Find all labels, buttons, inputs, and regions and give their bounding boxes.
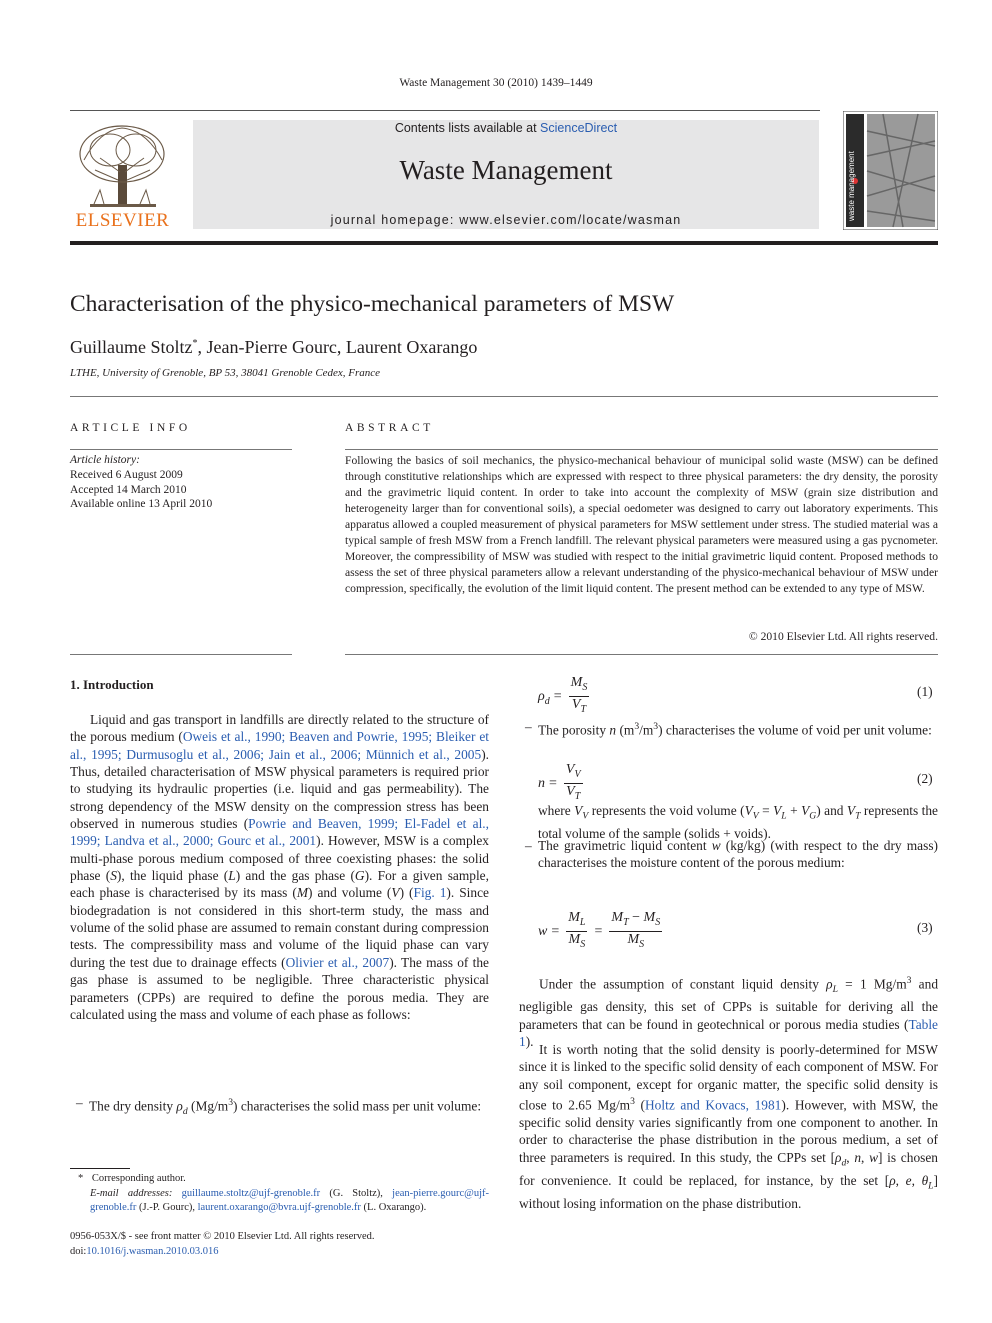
doi-line xyxy=(70,1245,489,1260)
article-info-rule xyxy=(70,449,292,450)
history-label: Article history: xyxy=(70,454,140,466)
abstract-text: Following the basics of soil mechanics, the physico-mechanical behaviour of municipal solid waste (MSW) can be defined through constitutive relationships which are expressed with respect to three physical parameters: the dry density, the porosity and the gravimetric liquid content. In order to take into account the complexity of MSW (grain size distribution and heterogeneity larger than for conventional soils), a special oedometer was designed to carry out laboratory experiments. This apparatus allowed a coupled measurement of physical parameters for MSW settlement under stress. The studied material was a typical sample of fresh MSW from a French landfill. The relevant physical parameters were measured using a gas pycnometer. Moreover, the compressibility of MSW was studied with respect to the initial gravimetric liquid content. Proposed methods to assess the set of three physical parameters allow a relevant understanding of the physico-mechanical behaviour of MSW under compression, specifically, the evolution of the limit liquid content. The present method can be extended to any type of MSW. xyxy=(345,454,938,595)
citation-link[interactable]: Olivier et al., 2007 xyxy=(285,954,390,970)
eq1-lhs: $\rho_d$ xyxy=(538,688,550,707)
eq2-lhs: n xyxy=(538,775,545,791)
affiliation: LTHE, University of Grenoble, BP 53, 38041 Grenoble Cedex, France xyxy=(70,367,381,379)
email-stoltz-name: (G. Stoltz), xyxy=(320,1187,393,1199)
email-oxarango-name: (L. Oxarango). xyxy=(360,1202,427,1213)
corresponding-author-note xyxy=(70,1172,489,1187)
equation-3 xyxy=(538,910,665,953)
article-history xyxy=(70,453,292,512)
equation-2 xyxy=(538,762,586,805)
citation-link[interactable]: Holtz and Kovacs, 1981 xyxy=(645,1097,782,1113)
eq1-equals: = xyxy=(553,688,562,704)
article-title: Characterisation of the physico-mechanical parameters of MSW xyxy=(70,291,675,317)
bullet-porosity xyxy=(519,718,938,739)
citation-link[interactable]: Table 1 xyxy=(519,1016,938,1050)
equation-1-number: (1) xyxy=(917,684,933,699)
abstract-bottom-rule xyxy=(345,654,938,655)
eq3-fraction-1: $\frac{M_L}{M_S}$ xyxy=(568,910,586,950)
article-info-bottom-rule xyxy=(70,654,292,655)
equation-2-number: (2) xyxy=(917,771,933,786)
equation-3-number: (3) xyxy=(917,920,933,935)
author-list xyxy=(70,337,477,358)
bullet-dry-density-text: The dry density $\rho_d$ $(Mg/m^3)$ characterises the solid mass per unit volume: xyxy=(89,1097,482,1118)
contents-prefix: Contents lists available at xyxy=(394,121,541,135)
intro-paragraph-1: Liquid and gas transport in landfills are directly related to the structure of the porous medium (Oweis et al., 1990; Beaven and Powrie, 1995; Bleiker et al., 1995; Durmusoglu et al., 2006; Jain et al., 2006; Münnich et al., 2005). Thus, detailed characterisation of MSW physical parameters is required prior to studying its hydraulic properties (i.e. liquid and gas permeability). The strong dependency of the MSW density on the compression stress has been observed in numerous studies (Powrie and Beaven, 1999; El-Fadel et al., 1999; Landva et al., 2000; Gourc et al., 2001). However, MSW is a complex multi-phase porous medium composed of three coexisting phases: the solid phase (S), the liquid phase (L) and the gas phase (G). For a given sample, each phase is characterised by its mass (M) and volume (V) (Fig. 1). Since biodegradation is not considered in this short-term study, the mass and volume of the solid phase are assumed to remain constant during compression tests. The compressibility mass and volume of the liquid phase can vary during the test due to drainage effects (Olivier et al., 2007). The mass of the gas phase is assumed to be negligible. Three characteristic physical parameters (CPPs) are required to define the porous media. They are calculated using the mass and volume of each phase as follows: xyxy=(70,712,489,1022)
issn-line: 0956-053X/$ - see front matter © 2010 Elsevier Ltd. All rights reserved. xyxy=(70,1231,375,1242)
equation-1 xyxy=(538,675,592,718)
article-info-heading: ARTICLE INFO xyxy=(70,422,191,434)
header-thick-rule xyxy=(70,241,938,245)
eq3-fraction-2: $\frac{M_T - M_S}{M_S}$ xyxy=(611,910,661,950)
bullet-dry-density xyxy=(70,1094,489,1120)
corresponding-label: Corresponding author. xyxy=(91,1173,186,1184)
running-head: Waste Management 30 (2010) 1439–1449 xyxy=(399,77,593,89)
section-heading-introduction: 1. Introduction xyxy=(70,677,154,692)
eq2-equals: = xyxy=(549,775,557,791)
author-rest[interactable]: , Jean-Pierre Gourc, Laurent Oxarango xyxy=(197,337,478,357)
bullet-liquid-content-text: The gravimetric liquid content w (kg/kg) (with respect to the dry mass) characterises the moisture content of the porous medium: xyxy=(538,838,938,871)
author-first[interactable]: Guillaume Stoltz xyxy=(70,337,193,357)
journal-title[interactable]: Waste Management xyxy=(399,155,613,185)
journal-cover[interactable] xyxy=(843,111,938,230)
eq2-fraction: $\frac{V_V}{V_T}$ xyxy=(565,762,581,802)
intro-paragraph-3: It is worth noting that the solid density is poorly-determined for MSW since it is linked to the specific solid density of each component of MSW. For any soil component, except for organic matter, the specific solid density is close to 2.65 $Mg/m^3$ (Holtz and Kovacs, 1981). However, with MSW, the specific solid density varies significantly from one component to another. In order to characterise the phase distribution in the porous medium, a set of three parameters is required. In this study, the CPPs set [$\rho_d$, n, w] is chosen for convenience. It could be replaced, for instance, by the set [ρ, e, $\theta_L$] without losing information on the phase distribution. xyxy=(519,1042,938,1211)
header-rule xyxy=(70,110,820,111)
publisher-logo[interactable] xyxy=(70,120,175,232)
bullet-dash: – xyxy=(525,838,532,853)
bullet-liquid-content xyxy=(519,837,938,872)
sciencedirect-link[interactable]: ScienceDirect xyxy=(540,121,618,135)
email-label: E-mail addresses: xyxy=(90,1187,182,1199)
bullet-dash: – xyxy=(76,1095,83,1110)
eq3-equals-1: = xyxy=(551,923,560,939)
doi-link[interactable]: 10.1016/j.wasman.2010.03.016 xyxy=(86,1245,219,1257)
email-oxarango[interactable]: laurent.oxarango@bvra.ujf-grenoble.fr xyxy=(197,1202,361,1213)
doi-label: doi: xyxy=(70,1245,87,1257)
bullet-dash: – xyxy=(525,719,532,734)
intro-paragraph-2: Under the assumption of constant liquid density $\rho_L = 1$ $Mg/m^3$ and negligible gas density, this set of CPPs is suitable for deriving all the parameters that can be found in geotechnical or porous media studies (Table 1). xyxy=(519,975,939,1050)
journal-homepage[interactable]: journal homepage: www.elsevier.com/locate/wasman xyxy=(330,213,682,227)
where-text: where $V_V$ represents the void volume $(V_V = V_L + V_G)$ and $V_T$ represents the total volume of the sample (solids + voids). xyxy=(538,803,939,842)
email-stoltz[interactable]: guillaume.stoltz@ujf-grenoble.fr xyxy=(181,1187,321,1199)
accepted-date: Accepted 14 March 2010 xyxy=(70,483,187,496)
received-date: Received 6 August 2009 xyxy=(70,468,183,481)
publisher-name: ELSEVIER xyxy=(75,210,170,231)
page-footer xyxy=(70,1230,489,1259)
eq3-equals-2: = xyxy=(594,923,603,939)
abstract-heading: ABSTRACT xyxy=(345,422,434,434)
citation-link[interactable]: Fig. 1 xyxy=(413,885,447,901)
footnote-rule xyxy=(70,1168,130,1169)
email-gourc[interactable]: jean-pierre.gourc@ujf-grenoble.fr xyxy=(90,1187,489,1213)
online-date: Available online 13 April 2010 xyxy=(70,498,213,511)
eq1-fraction: $\frac{M_S}{V_T}$ xyxy=(570,675,588,715)
abstract-copyright: © 2010 Elsevier Ltd. All rights reserved. xyxy=(748,630,938,643)
citation-link[interactable]: Powrie and Beaven, 1999; El-Fadel et al., 1999; Landva et al., 2000; Gourc et al., 2001 xyxy=(70,816,489,849)
contents-line xyxy=(193,121,819,135)
footnote-mark: * xyxy=(78,1173,84,1184)
bullet-porosity-text: The porosity n $(m^3/m^3)$ characterises the volume of void per unit volume: xyxy=(538,721,932,738)
email-addresses xyxy=(70,1187,489,1216)
cover-image-icon xyxy=(843,111,938,230)
title-divider xyxy=(70,396,938,397)
abstract-rule xyxy=(345,449,938,450)
cover-title: waste management xyxy=(847,151,856,221)
corresponding-mark[interactable]: * xyxy=(192,338,198,349)
eq3-lhs: w xyxy=(538,923,548,939)
email-gourc-name: (J.-P. Gourc), xyxy=(136,1202,198,1213)
citation-link[interactable]: Oweis et al., 1990; Beaven and Powrie, 1995; Bleiker et al., 1995; Durmusoglu et al., 2006; Jain et al., 2006; Münnich et al., 2005 xyxy=(70,729,489,762)
footnote xyxy=(70,1172,489,1216)
